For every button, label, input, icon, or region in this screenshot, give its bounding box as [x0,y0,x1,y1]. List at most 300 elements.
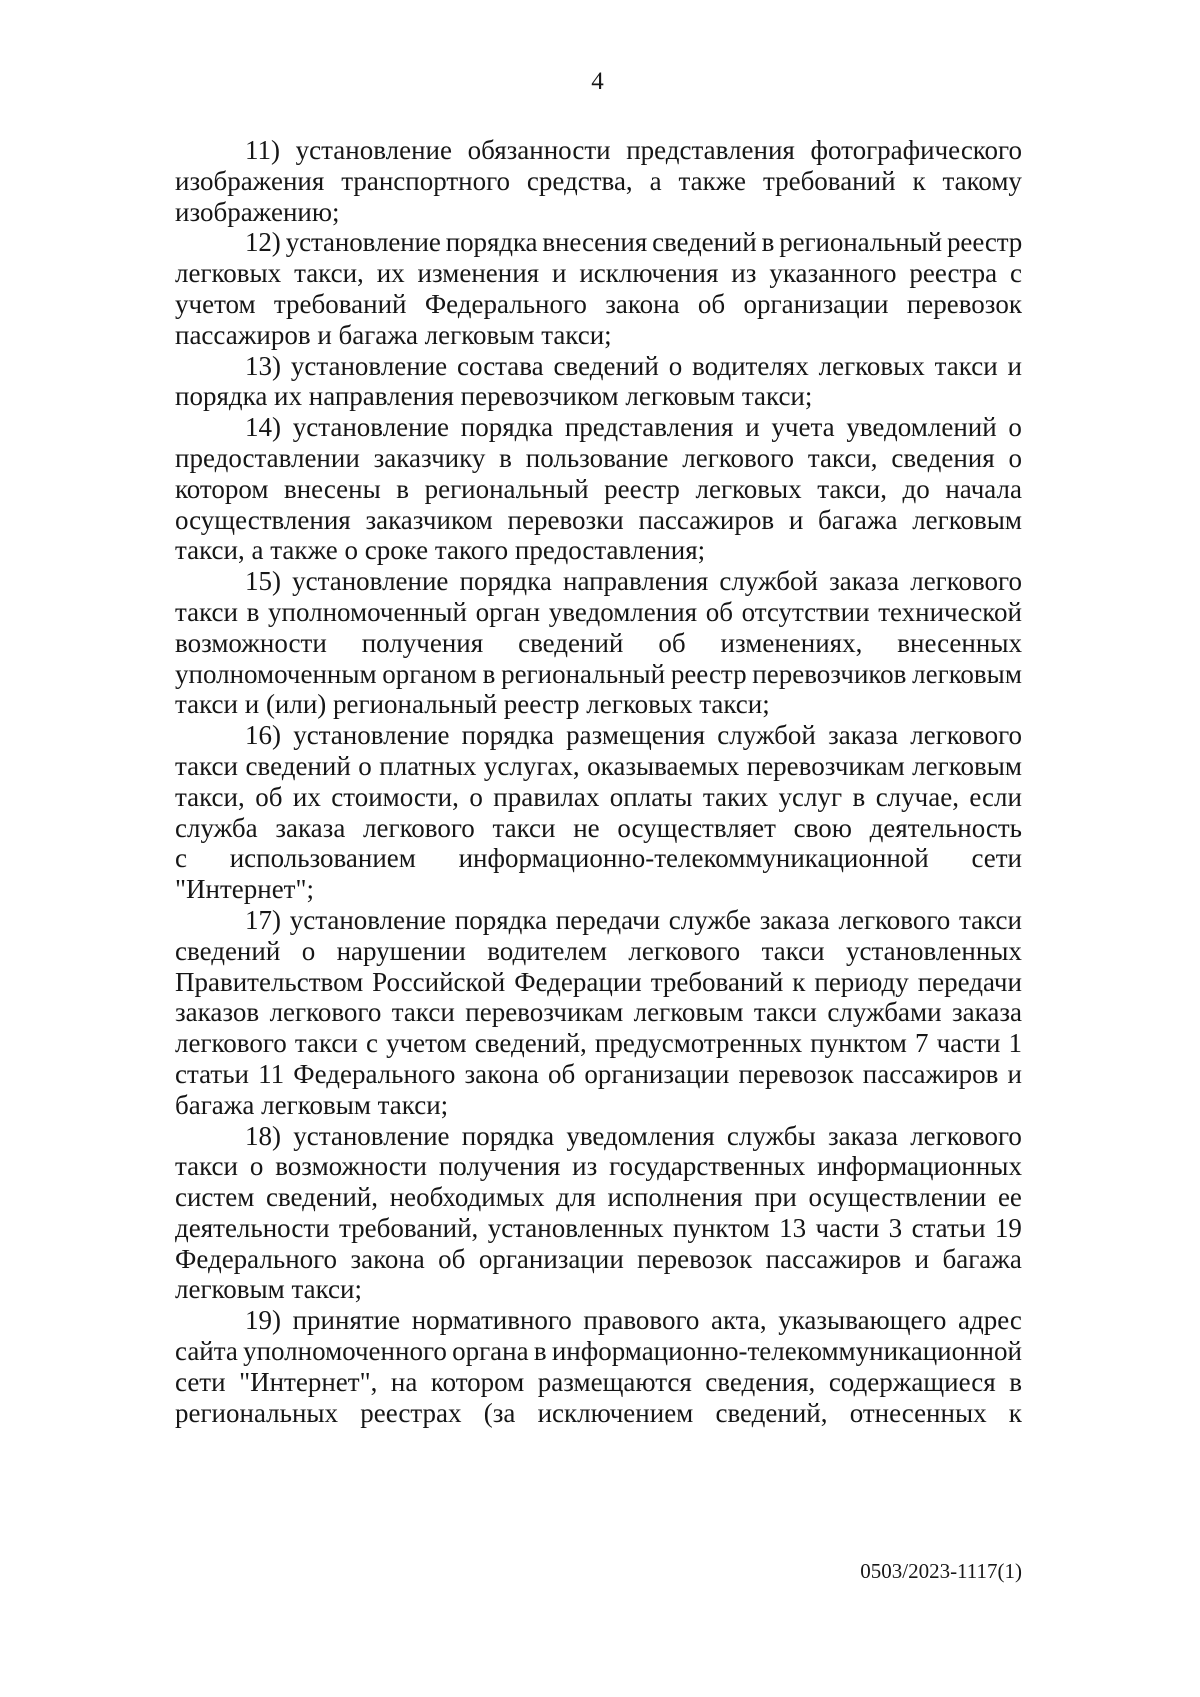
paragraph-item-18 [175,1121,1022,1306]
word: водителях [692,350,809,381]
word: фотографического [810,135,1022,165]
word: получения [361,627,484,658]
word: такси, [817,473,887,504]
word: служба [175,812,258,843]
word: легковых [695,473,802,504]
paragraph-item-19 [175,1305,1022,1428]
word: 19) [245,1305,281,1336]
word: предусмотренных [594,1028,803,1059]
word: в [499,442,512,473]
word: такси [753,997,817,1028]
word: информационных [817,1151,1022,1182]
text-line [175,1367,1022,1398]
text-line: такси и (или) региональный реестр легковых такси; [175,689,770,720]
word: закона [605,288,680,319]
word: багажа [942,1243,1022,1274]
word: котором [175,473,269,504]
word: уполномоченный [268,596,467,627]
word: представления [564,412,734,443]
word: и [745,412,760,443]
text-line [175,1244,1022,1275]
word: для [556,1182,596,1213]
word: акта, [710,1305,767,1336]
text-line [175,1336,1022,1367]
word: установление [295,135,452,165]
word: состава [457,350,544,381]
word: исключения [579,258,719,289]
word: такси, [807,442,878,473]
word: такси, [175,781,245,812]
word: такси [934,350,998,381]
word: пассажиров [765,1243,902,1274]
word: установление [293,720,450,751]
word: 7 [914,1028,929,1059]
text-line: такси, а также о сроке такого предоставления; [175,535,706,566]
word: осуществлении [808,1182,987,1213]
text-line [175,135,1022,166]
word: стоимости, [331,781,459,812]
word: такси [958,904,1022,935]
word: использованием [229,843,416,874]
word: легковых [175,258,282,289]
word: услугах, [483,750,580,781]
text-line [175,443,1022,474]
word: 17) [245,904,281,935]
text-line [175,227,1022,258]
word: статьи [911,1212,986,1243]
word: службой [719,566,818,597]
paragraph-item-14 [175,412,1022,566]
word: статьи [175,1058,249,1089]
word: уполномоченным [175,658,377,689]
text-line [175,813,1022,844]
word: порядка [454,904,548,935]
word: и [914,1243,930,1274]
word: обязанности [467,135,611,165]
word: изображения [175,165,325,196]
word: установление [293,1120,450,1151]
word: необходимых [389,1182,545,1213]
word: Федерального [175,1243,338,1274]
word: изменения [417,258,540,289]
word: легкового [682,442,794,473]
word: перевозчикам [465,997,624,1028]
word: об [438,1243,466,1274]
word: "Интернет", [239,1366,378,1397]
word: о [668,350,683,381]
word: пассажиров [862,1058,999,1089]
word: ее [997,1182,1022,1213]
word: об [255,781,283,812]
word: деятельности [175,1212,330,1243]
word: правового [583,1305,700,1336]
word: заказа [275,812,346,843]
word: отсутствии [741,596,870,627]
word: порядка [445,227,538,258]
word: до [902,473,930,504]
word: перевозок [906,288,1022,319]
text-line [175,166,1022,197]
word: в [852,781,866,812]
text-line: легковым такси; [175,1274,362,1305]
word: в [396,473,410,504]
word: таких [702,781,769,812]
word: установленных [845,935,1022,966]
word: осуществления [175,504,351,535]
word: установление [285,227,441,258]
word: региональных [175,1397,339,1428]
text-line [175,751,1022,782]
word: сети [971,843,1022,874]
word: такси [761,935,825,966]
word: направления [563,566,709,597]
word: установление [292,566,449,597]
word: начала [945,473,1022,504]
word: перевозок [738,1058,854,1089]
word: с [175,843,187,874]
text-line [175,1182,1022,1213]
word: о [249,1151,264,1182]
word: установление [290,350,448,381]
text-line: багажа легковым такси; [175,1089,449,1120]
text-line [175,1151,1022,1182]
word: случае, [875,781,959,812]
word: такси [175,750,238,781]
word: 12) [245,227,281,258]
word: сведений [245,750,351,781]
word: организации [478,1243,624,1274]
word: к [912,165,926,196]
text-line: изображению; [175,196,340,227]
word: службой [717,720,816,751]
text-line [175,843,1022,874]
word: требований [762,165,896,196]
word: такси [175,596,238,627]
text-line [175,258,1022,289]
word: требований, [338,1212,479,1243]
word: уполномоченного [243,1336,447,1367]
word: службы [726,1120,816,1151]
word: организации [743,288,889,319]
word: сведений, [265,1182,379,1213]
word: заказчиком [365,504,493,535]
text-line [175,474,1022,505]
paragraph-item-11 [175,135,1022,227]
word: части [815,1212,880,1243]
word: легкового [363,812,475,843]
word: передачи [555,904,661,935]
text-line: порядка их направления перевозчиком легковым такси; [175,381,813,412]
word: возможности [175,627,327,658]
word: и [552,258,567,289]
word: внесения [542,227,648,258]
text-line [175,659,1022,690]
word: 14) [245,412,281,443]
word: о [1008,412,1022,443]
word: водителем [487,935,608,966]
word: технической [878,596,1022,627]
word: деятельность [869,812,1022,843]
text-line [175,1121,1022,1152]
word: заказа [952,997,1022,1028]
word: сведений [652,227,757,258]
word: пользование [525,442,669,473]
word: осуществляет [617,812,776,843]
word: если [969,781,1022,812]
word: об [705,596,733,627]
word: внесены [283,473,381,504]
word: организации [584,1058,730,1089]
word: их [292,781,321,812]
word: 19 [994,1212,1022,1243]
word: легковых [818,350,925,381]
word: в [1009,1366,1022,1397]
word: заказов [175,997,260,1028]
word: адрес [958,1305,1022,1336]
paragraph-item-12 [175,227,1022,350]
word: легкового [175,1028,287,1059]
paragraph-item-17 [175,905,1022,1121]
word: реестр [947,227,1023,258]
word: внесенных [897,627,1022,658]
word: Федерального [293,1058,456,1089]
word: оплаты [609,781,693,812]
word: и [1007,1058,1022,1089]
word: о [358,750,372,781]
word: установление [292,412,450,443]
text-line [175,936,1022,967]
word: легкового [628,935,741,966]
word: исключением [537,1397,694,1428]
word: при [754,1182,797,1213]
word: с [365,1028,378,1059]
word: об [658,627,686,658]
paragraph-item-13 [175,351,1022,413]
text-line [175,782,1022,813]
word: пунктом [673,1212,770,1243]
text-line [175,351,1022,382]
word: указывающего [778,1305,947,1336]
word: реестр [604,473,680,504]
word: требований [650,966,784,997]
text-line [175,1059,1022,1090]
text-line [175,905,1022,936]
word: предоставлении [175,442,360,473]
word: 1 [1008,1028,1022,1059]
word: об [547,1058,576,1089]
word: перевозки [507,504,624,535]
text-line [175,720,1022,751]
word: региональный [424,473,589,504]
text-line [175,1213,1022,1244]
word: в [246,596,260,627]
text-line [175,997,1022,1028]
word: о [301,935,316,966]
text-line: "Интернет"; [175,874,315,905]
word: легкового [269,997,382,1028]
text-line [175,1398,1022,1429]
word: свою [793,812,852,843]
word: Правительством [175,966,364,997]
word: из [572,1151,598,1182]
text-line [175,289,1022,320]
word: уведомлений [846,412,997,443]
word: изменениях, [720,627,863,658]
word: информационно-телекоммуникационной [551,1336,1022,1367]
word: правилах [493,781,600,812]
word: 13 [779,1212,807,1243]
paragraph-item-15 [175,566,1022,720]
word: заказчику [373,442,486,473]
word: установление [289,904,447,935]
word: Федерации [514,966,642,997]
word: порядка [459,566,552,597]
word: региональный [501,658,666,689]
word: 16) [245,720,281,751]
word: котором [430,1366,525,1397]
text-line [175,1305,1022,1336]
word: службе [668,904,752,935]
word: и [788,504,804,535]
word: такси [175,1151,238,1182]
word: 13) [245,350,281,381]
word: периоду [814,966,909,997]
word: такси [294,1028,358,1059]
word: сведений, [474,1028,587,1059]
word: с [1010,258,1022,289]
word: службами [827,997,942,1028]
word: такси [492,812,556,843]
word: Российской [372,966,506,997]
word: нарушении [336,935,466,966]
word: сведения [891,442,995,473]
word: их [376,258,405,289]
page-number: 4 [591,68,604,95]
word: закона [350,1243,425,1274]
word: учетом [386,1028,467,1059]
word: легкового [838,904,951,935]
word: пассажиров [638,504,775,535]
word: 11) [245,135,280,165]
document-body [175,135,1022,1428]
word: сведений [175,935,281,966]
word: в [482,658,496,689]
word: о [1008,442,1022,473]
word: возможности [275,1151,427,1182]
document-registration-code: 0503/2023-1117(1) [860,1559,1022,1583]
word: услуг [778,781,843,812]
word: легковым [912,504,1022,535]
word: такому [942,165,1022,196]
paragraph-item-16 [175,720,1022,905]
word: 11 [258,1058,285,1089]
word: Федерального [424,288,587,319]
word: перевозчиков [752,658,907,689]
word: сведения, [705,1366,816,1397]
text-line: пассажиров и багажа легковым такси; [175,319,612,350]
word: заказа [759,904,830,935]
word: перевозчикам [746,750,905,781]
text-line [175,597,1022,628]
word: легковым [633,997,744,1028]
word: указанного [769,258,897,289]
word: учета [771,412,835,443]
word: части [936,1028,1001,1059]
word: уведомления [566,1120,715,1151]
text-line [175,967,1022,998]
word: содержащиеся [828,1366,996,1397]
word: легкового [910,566,1022,597]
word: сведений, [715,1397,828,1428]
word: заказа [827,1120,898,1151]
word: на [390,1366,418,1397]
word: сайта [175,1336,238,1367]
word: об [697,288,726,319]
word: 18) [245,1120,281,1151]
word: 3 [888,1212,903,1243]
text-line [175,412,1022,443]
word: в [761,227,775,258]
word: региональный [779,227,943,258]
word: к [792,966,806,997]
word: передачи [917,966,1022,997]
word: сети [175,1366,226,1397]
word: органом [382,658,477,689]
text-line [175,505,1022,536]
word: информационно-телекоммуникационной [458,843,929,874]
word: такси [391,997,455,1028]
word: реестрах [360,1397,462,1428]
word: 15) [245,566,281,597]
word: а [649,165,662,196]
word: транспортного [341,165,510,196]
text-line [175,1028,1022,1059]
word: уведомления [548,596,698,627]
word: размещаются [537,1366,692,1397]
word: заказа [829,566,900,597]
word: легкового [910,1120,1022,1151]
word: нормативного [411,1305,572,1336]
word: и [1007,350,1022,381]
word: порядка [461,1120,555,1151]
word: учетом [175,288,256,319]
word: органа [452,1336,529,1367]
word: (за [483,1397,516,1428]
word: принятие [292,1305,401,1336]
word: перевозок [637,1243,753,1274]
word: в [533,1336,547,1367]
word: средства, [526,165,633,196]
word: порядка [460,412,554,443]
word: закона [464,1058,539,1089]
word: требований [273,288,407,319]
word: реестр [670,658,747,689]
word: порядка [461,720,554,751]
word: также [678,165,747,196]
word: государственных [609,1151,806,1182]
word: размещения [566,720,706,751]
word: не [573,812,600,843]
word: багажа [818,504,898,535]
word: платных [379,750,477,781]
word: систем [175,1182,255,1213]
word: легковым [912,750,1022,781]
word: исполнения [607,1182,743,1213]
word: представления [626,135,795,165]
word: реестра [909,258,998,289]
word: получения [438,1151,561,1182]
word: о [469,781,483,812]
